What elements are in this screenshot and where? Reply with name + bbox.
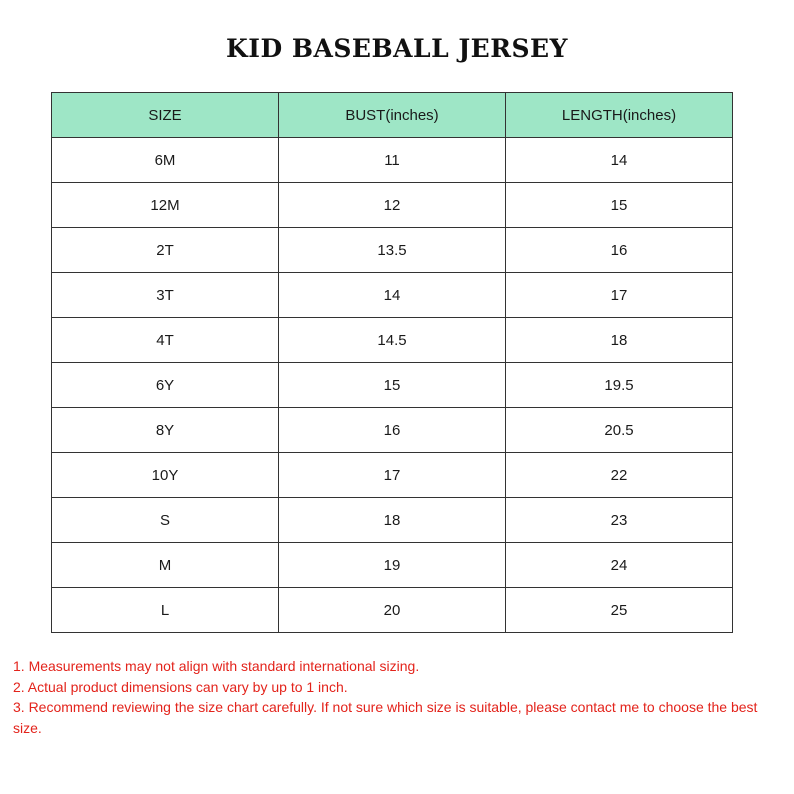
- length-cell: 25: [506, 588, 733, 633]
- size-cell: 6Y: [52, 363, 279, 408]
- size-cell: 6M: [52, 138, 279, 183]
- size-cell: L: [52, 588, 279, 633]
- table-row: [52, 453, 733, 498]
- bust-cell: 16: [279, 408, 506, 453]
- table-row: [52, 408, 733, 453]
- length-cell: 19.5: [506, 363, 733, 408]
- table-row: [52, 363, 733, 408]
- table-row: [52, 318, 733, 363]
- table-row: [52, 138, 733, 183]
- length-cell: 20.5: [506, 408, 733, 453]
- bust-cell: 14.5: [279, 318, 506, 363]
- note-item: 2. Actual product dimensions can vary by up to 1 inch.: [13, 678, 348, 695]
- table-header-row: [52, 93, 733, 138]
- size-cell: 3T: [52, 273, 279, 318]
- bust-cell: 14: [279, 273, 506, 318]
- bust-cell: 12: [279, 183, 506, 228]
- length-cell: 18: [506, 318, 733, 363]
- bust-cell: 13.5: [279, 228, 506, 273]
- bust-cell: 11: [279, 138, 506, 183]
- bust-cell: 18: [279, 498, 506, 543]
- size-cell: 12M: [52, 183, 279, 228]
- size-chart-table: [51, 92, 733, 633]
- size-cell: 2T: [52, 228, 279, 273]
- header-size: SIZE: [52, 93, 279, 138]
- length-cell: 15: [506, 183, 733, 228]
- bust-cell: 15: [279, 363, 506, 408]
- size-cell: S: [52, 498, 279, 543]
- bust-cell: 17: [279, 453, 506, 498]
- size-cell: M: [52, 543, 279, 588]
- size-cell: 10Y: [52, 453, 279, 498]
- header-length: LENGTH(inches): [506, 93, 733, 138]
- length-cell: 23: [506, 498, 733, 543]
- size-notes: [13, 656, 783, 738]
- table-row: [52, 498, 733, 543]
- page-title: KID BASEBALL JERSEY: [226, 34, 568, 63]
- note-item: 1. Measurements may not align with standard international sizing.: [13, 658, 420, 674]
- size-cell: 8Y: [52, 408, 279, 453]
- length-cell: 14: [506, 138, 733, 183]
- bust-cell: 20: [279, 588, 506, 633]
- bust-cell: 19: [279, 543, 506, 588]
- length-cell: 17: [506, 273, 733, 318]
- table-row: [52, 543, 733, 588]
- table-row: [52, 183, 733, 228]
- size-cell: 4T: [52, 318, 279, 363]
- length-cell: 24: [506, 543, 733, 588]
- header-bust: BUST(inches): [279, 93, 506, 138]
- table-row: [52, 228, 733, 273]
- table-row: [52, 588, 733, 633]
- table-row: [52, 273, 733, 318]
- note-item: 3. Recommend reviewing the size chart carefully. If not sure which size is suitable, please contact me to choose the best size.: [13, 699, 758, 736]
- length-cell: 22: [506, 453, 733, 498]
- length-cell: 16: [506, 228, 733, 273]
